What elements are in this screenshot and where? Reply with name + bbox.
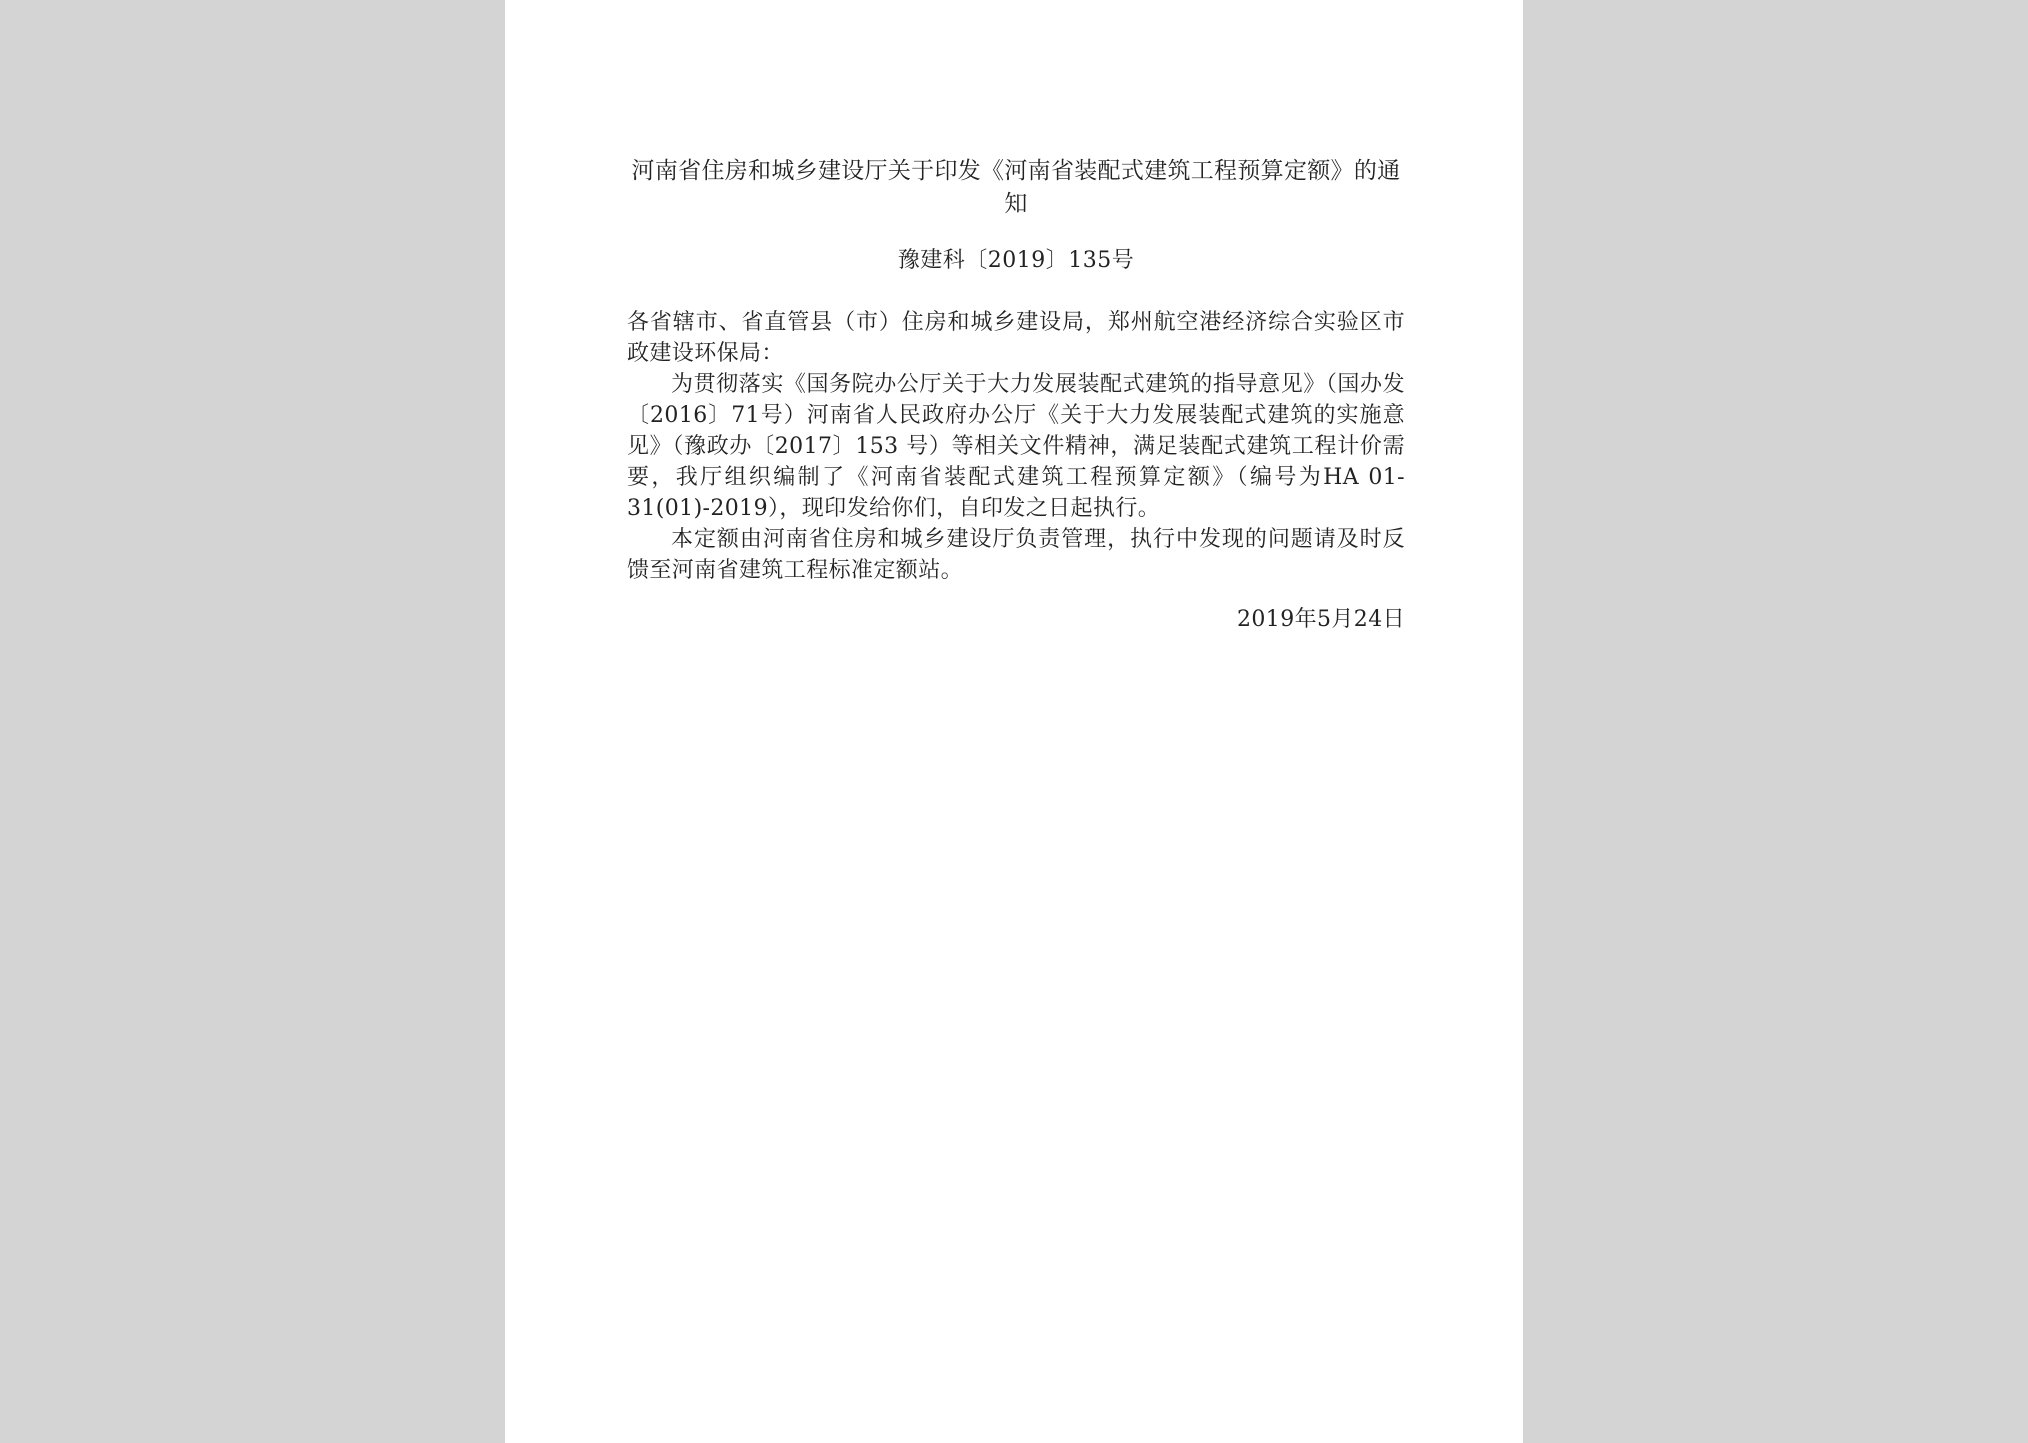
- paragraph-1: 为贯彻落实《国务院办公厅关于大力发展装配式建筑的指导意见》（国办发〔2016〕71号）河南省人民政府办公厅《关于大力发展装配式建筑的实施意见》（豫政办〔2017〕153 号）等相关文件精神，满足装配式建筑工程计价需要，我厅组织编制了《河南省装配式建筑工程预算定额》（编号为HA 01-31(01)-2019），现印发给你们，自印发之日起执行。: [627, 372, 1405, 521]
- paragraph-2: 本定额由河南省住房和城乡建设厅负责管理，执行中发现的问题请及时反馈至河南省建筑工程标准定额站。: [627, 527, 1405, 583]
- document-body: [627, 307, 1405, 586]
- addressee: 各省辖市、省直管县（市）住房和城乡建设局，郑州航空港经济综合实验区市政建设环保局：: [627, 310, 1405, 366]
- document-page: [505, 0, 1523, 1443]
- document-date: 2019年5月24日: [1237, 607, 1405, 632]
- document-title: 河南省住房和城乡建设厅关于印发《河南省装配式建筑工程预算定额》的通知: [631, 158, 1401, 217]
- page-content: [627, 155, 1405, 636]
- document-number: 豫建科〔2019〕135号: [897, 248, 1135, 273]
